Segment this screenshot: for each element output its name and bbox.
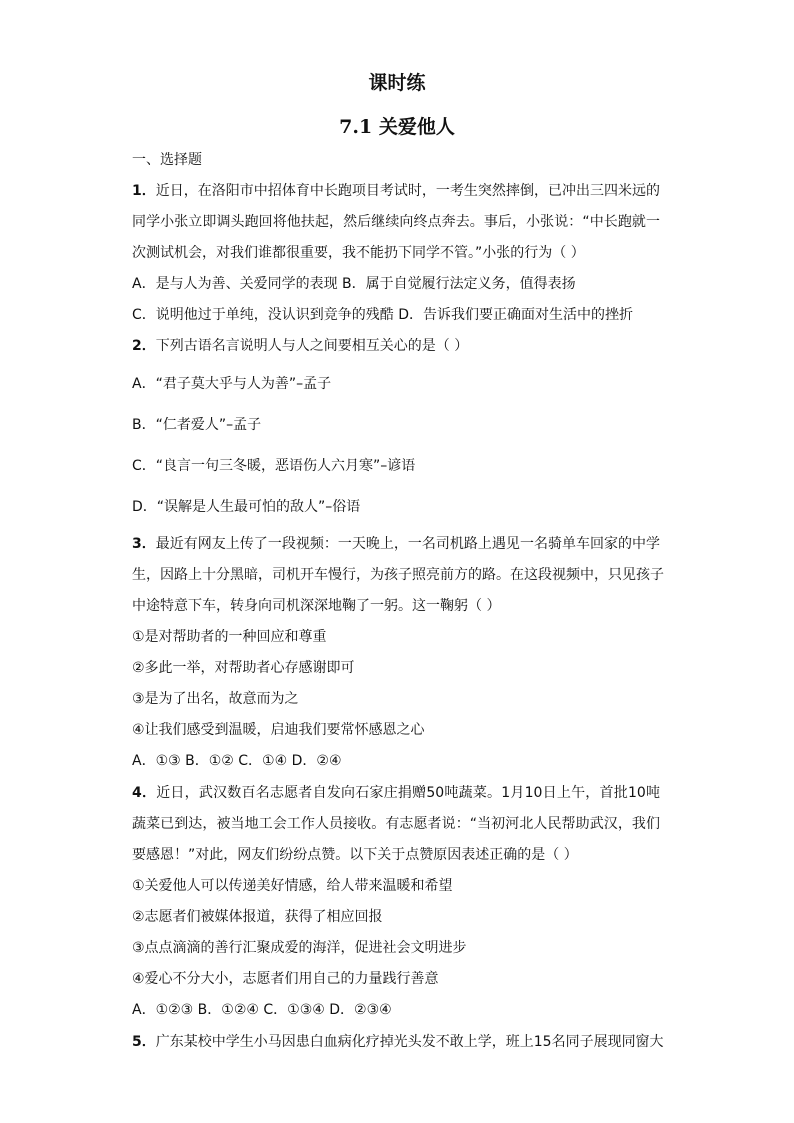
question-2-number: 2． [132, 338, 156, 354]
question-3-item-1: ①是对帮助者的一种回应和尊重 [132, 629, 327, 645]
question-2-stem: 2．下列古语名言说明人与人之间要相互关心的是（ ） [132, 338, 469, 354]
question-4-number: 4． [132, 785, 157, 801]
question-4-item-1: ①关爱他人可以传递美好情感，给人带来温暖和希望 [132, 878, 453, 894]
question-4-options: A．①②③ B．①②④ C．①③④ D．②③④ [132, 1002, 392, 1018]
question-1-number: 1． [132, 183, 156, 199]
question-4-line-1: 4．近日，武汉数百名志愿者自发向石家庄捐赠50吨蔬菜。1月10日上午，首批10吨 [132, 785, 660, 801]
question-3-number: 3． [132, 536, 156, 552]
question-1-option-cd: C．说明他过于单纯，没认识到竞争的残酷 D．告诉我们要正确面对生活中的挫折 [132, 307, 634, 323]
question-2-option-d: D．“误解是人生最可怕的敌人”–俗语 [132, 499, 361, 515]
question-5-number: 5． [132, 1034, 156, 1050]
question-1-line-1: 1．近日，在洛阳市中招体育中长跑项目考试时，一考生突然摔倒，已冲出三四米远的 [132, 183, 660, 199]
document-subtitle: 7.1 关爱他人 [339, 116, 455, 138]
question-4-item-4: ④爱心不分大小，志愿者们用自己的力量践行善意 [132, 971, 439, 987]
question-2-option-c: C．“良言一句三冬暖，恶语伤人六月寒”–谚语 [132, 458, 416, 474]
question-3-line-2: 生，因路上十分黑暗，司机开车慢行，为孩子照亮前方的路。在这段视频中，只见孩子 [132, 567, 664, 583]
question-4-line-2: 蔬菜已到达，被当地工会工作人员接收。有志愿者说：“当初河北人民帮助武汉，我们 [132, 816, 660, 832]
question-4-item-3: ③点点滴滴的善行汇聚成爱的海洋，促进社会文明进步 [132, 940, 467, 956]
question-3-options: A．①③ B．①② C．①④ D．②④ [132, 753, 342, 769]
question-3-line-1: 3．最近有网友上传了一段视频：一天晚上，一名司机路上遇见一名骑单车回家的中学 [132, 536, 660, 552]
section-heading: 一、选择题 [132, 152, 202, 168]
question-1-line-2: 同学小张立即调头跑回将他扶起，然后继续向终点奔去。事后，小张说：“中长跑就一 [132, 214, 660, 230]
question-2-option-a: A．“君子莫大乎与人为善”–孟子 [132, 376, 332, 392]
question-1-option-ab: A．是与人为善、关爱同学的表现 B．属于自觉履行法定义务，值得表扬 [132, 276, 576, 292]
question-3-item-2: ②多此一举，对帮助者心存感谢即可 [132, 660, 355, 676]
document-title: 课时练 [368, 72, 426, 94]
question-1-line-3: 次测试机会，对我们谁都很重要，我不能扔下同学不管。”小张的行为（ ） [132, 245, 585, 261]
question-3-item-4: ④让我们感受到温暖，启迪我们要常怀感恩之心 [132, 722, 425, 738]
question-3-item-3: ③是为了出名，故意而为之 [132, 691, 299, 707]
question-5-line-1: 5．广东某校中学生小马因患白血病化疗掉光头发不敢上学，班上15名同子展现同窗大 [132, 1034, 664, 1050]
question-2-option-b: B．“仁者爱人”–孟子 [132, 417, 262, 433]
question-3-line-3: 中途特意下车，转身向司机深深地鞠了一躬。这一鞠躬（ ） [132, 598, 501, 614]
question-4-item-2: ②志愿者们被媒体报道，获得了相应回报 [132, 909, 383, 925]
question-4-line-3: 要感恩！”对此，网友们纷纷点赞。以下关于点赞原因表述正确的是（ ） [132, 847, 578, 863]
